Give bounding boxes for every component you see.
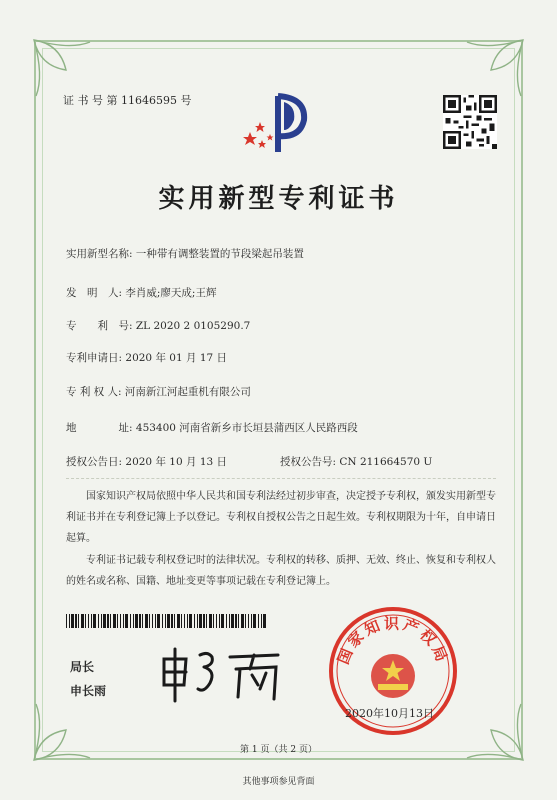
barcode-bar [155,614,156,628]
barcode-bar [78,614,79,628]
barcode-bar [93,614,96,628]
field-utility-model-name [66,246,304,261]
barcode-bar [120,614,121,628]
barcode-bar [110,614,111,628]
barcode-bar [69,614,70,628]
barcode-bar [184,614,185,628]
field-value: 2020 年 01 月 17 日 [125,352,228,364]
barcode-bar [197,614,198,628]
certificate-number-value: 11646595 [121,94,177,107]
barcode [66,614,266,628]
barcode-bar [206,614,207,628]
barcode-bar [245,614,246,628]
certificate-number [63,92,192,108]
field-label: 实用新型名称: [66,248,133,260]
field-value: ZL 2020 2 0105290.7 [135,320,251,332]
barcode-bar [221,614,224,628]
field-value: CN 211664570 U [339,456,433,468]
barcode-bar [117,614,118,628]
barcode-bar [189,614,192,628]
barcode-bar [157,614,160,628]
field-label: 地 址: [66,422,133,434]
field-grant-date [66,454,227,469]
barcode-bar [162,614,163,628]
barcode-bar [253,614,256,628]
field-inventors [66,285,216,300]
barcode-bar [75,614,77,628]
certificate-title: 实用新型专利证书 [158,184,399,214]
handwritten-signature [158,645,288,705]
barcode-bar [261,614,262,628]
barcode-bar [187,614,188,628]
barcode-bar [152,614,153,628]
field-patent-number [66,318,250,333]
director-name: 申长雨 [70,684,107,698]
seal-date: 2020年10月13日 [345,707,434,720]
field-label: 专 利 号: [66,320,133,332]
barcode-bar [235,614,237,628]
barcode-bar [145,614,148,628]
barcode-bar [258,614,259,628]
barcode-bar [199,614,202,628]
field-announcement-number [280,454,432,469]
barcode-bar [216,614,217,628]
barcode-bar [181,614,182,628]
barcode-bar [165,614,166,628]
field-value: 河南新江河起重机有限公司 [124,386,251,398]
page-indicator: 第 1 页（共 2 页） [240,745,317,755]
barcode-bar [91,614,92,628]
barcode-bar [171,614,173,628]
field-label: 发 明 人: [66,287,123,299]
barcode-bar [113,614,116,628]
barcode-bar [149,614,150,628]
barcode-bar [85,614,86,628]
barcode-bar [194,614,195,628]
barcode-bar [88,614,89,628]
field-address [66,420,358,435]
barcode-bar [248,614,249,628]
barcode-bar [213,614,214,628]
field-label: 专利申请日: [66,352,123,364]
footer-note: 其他事项参见背面 [242,777,315,787]
field-value: 李肖威;廖天成;王辉 [125,287,217,299]
barcode-bar [123,614,124,628]
barcode-bar [226,614,227,628]
barcode-bar [219,614,220,628]
barcode-bar [177,614,180,628]
legal-status-paragraph: 专利证书记载专利权登记时的法律状况。专利权的转移、质押、无效、终止、恢复和专利权人的姓名或名称、国籍、地址变更等事项记载在专利登记簿上。 [66,555,496,587]
grant-statement-paragraph: 国家知识产权局依照中华人民共和国专利法经过初步审查，决定授予专利权，颁发实用新型专利证书并在专利登记簿上予以登记。专利权自授权公告之日起生效。专利权期限为十年，自申请日起算。 [66,491,496,544]
certificate-number-suffix: 号 [180,94,192,107]
field-patentee [66,384,251,399]
seal-text: 国家知识产权局 [334,614,452,667]
field-label: 专 利 权 人: [66,386,122,398]
barcode-bar [142,614,143,628]
barcode-bar [130,614,131,628]
barcode-bar [231,614,234,628]
certificate-number-label: 证 书 号 第 [63,94,118,107]
barcode-bar [103,614,106,628]
field-application-date [66,350,227,365]
director-title: 局长 [70,660,95,674]
barcode-bar [139,614,141,628]
barcode-bar [125,614,128,628]
barcode-bar [241,614,244,628]
field-value: 一种带有调整装置的节段梁起吊装置 [135,248,304,260]
barcode-bar [98,614,99,628]
cnipa-logo [238,92,312,160]
divider [66,478,496,479]
barcode-bar [251,614,252,628]
barcode-bar [135,614,138,628]
barcode-bar [167,614,170,628]
barcode-bar [238,614,239,628]
field-value: 2020 年 10 月 13 日 [125,456,228,468]
field-label: 授权公告号: [280,456,337,468]
barcode-bar [133,614,134,628]
barcode-bar [101,614,102,628]
barcode-bar [209,614,212,628]
barcode-bar [66,614,67,628]
barcode-bar [174,614,175,628]
barcode-bar [203,614,205,628]
field-label: 授权公告日: [66,456,123,468]
barcode-bar [107,614,109,628]
barcode-bar [229,614,230,628]
barcode-bar [81,614,84,628]
barcode-bar [71,614,74,628]
qr-code [443,95,497,149]
barcode-bar [263,614,266,628]
field-value: 453400 河南省新乡市长垣县蒲西区人民路西段 [135,422,358,434]
